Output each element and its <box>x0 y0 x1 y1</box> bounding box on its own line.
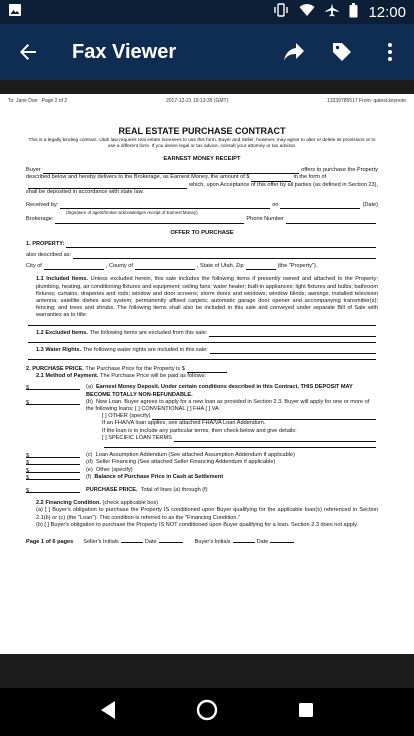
dollar-sign: $ <box>26 460 30 467</box>
status-bar <box>0 0 414 24</box>
back-button[interactable] <box>0 24 56 80</box>
offer-heading: OFFER TO PURCHASE <box>170 229 234 236</box>
earnest-heading: EARNEST MONEY RECEIPT <box>163 156 241 162</box>
airplane-mode-icon <box>325 3 339 21</box>
battery-icon <box>349 3 358 22</box>
label-tag-icon <box>331 41 353 63</box>
app-bar <box>0 24 414 80</box>
share-button[interactable] <box>270 24 318 80</box>
tag-button[interactable] <box>318 24 366 80</box>
nav-home-button[interactable] <box>196 699 218 726</box>
square-recents-icon <box>297 701 315 719</box>
dollar-sign: $ <box>26 487 30 494</box>
document-title: REAL ESTATE PURCHASE CONTRACT <box>118 126 286 136</box>
nav-recents-button[interactable] <box>297 701 315 724</box>
vibrate-icon <box>273 3 289 21</box>
wifi-icon <box>299 3 315 21</box>
more-vert-icon <box>387 42 393 62</box>
fax-page[interactable] <box>0 94 414 654</box>
dollar-sign: $ <box>26 385 30 392</box>
triangle-back-icon <box>99 700 117 720</box>
fax-viewer-area[interactable] <box>0 80 414 688</box>
document-footer: Page 1 of 6 pages Seller's Initials Date Buyer's Initials Date <box>26 537 378 546</box>
system-nav-bar <box>0 688 414 736</box>
dollar-sign: $ <box>26 467 30 474</box>
contract-document: REAL ESTATE PURCHASE CONTRACT This is a legally binding contract. Utah law requires real estate licensees to use this form. Buyer and Seller, however, may agree to alter or delete its provisions or to use a different form. If you desire legal or tax advice, consult your attorney or tax advisor. EARNEST MONEY RECEIPT Buyer offers to purchase the Property described below and hereby delivers to the Brokerage, as Earnest Money, the amount of $ in the form of which, upon Acceptance of this offer by all parties (as defined in Section 23), shall be deposited in accordance with state law. Received by: on (Date) (Signature of agent/broker acknowledges receipt of Earnest Money) Brokerage: Phone Number OFFER TO PURCHASE 1. PROPERTY: also described as: City of , County of , State of Utah, Zip (the "Property"). 1.1 Included Items. Unless excluded herein, this sale includes the following items if presently owned and attached to the Property: plumbing, heating, air conditioning fixtures and equipment; ceiling fans; water heater; built-in appliances; light fixtures and bulbs; bathroom fixtures; curtains, draperies and rods; window and door screens; storm doors and windows; window blinds; awnings; installed television antenna; satellite dishes and system; permanently affixed carpets; automatic garage door opener and accompanying transmitter(s); fencing; and trees and shrubs. The following items shall also be included in this sale and conveyed under separate Bill of Sale with warranties as to title: 1.2 Excluded Items. The following items are excluded from this sale: 1.3 Water Rights. The following water rights are included in this sale: 2. PURCHASE PRICE. The Purchase Price for the Property is $ 2.1 Method of Payment. The Purchase Price will be paid as follows: $ (a) Earnest Money Deposit. Under certain conditions described in this Contract, THIS DEPOSIT MAY BECOME TOTALLY NON-REFUNDABLE. $ (b) New Loan. Buyer agrees to apply for a new loan as provided in Section 2.3. Buyer will apply for one or more of the following loans: [ ] CONVENTIONAL [ ] FHA [ ] VA [ ] OTHER (specify) If an FHA/VA loan applies, see attached FHA/VA Loan Addendum. If the loan is to include any particular terms, then check below and give details: [ ] SPECIFIC LOAN TERMS $ (c) Loan Assumption Addendum (See attached Assumption Addendum if applicable) $ (d) Seller Financing (See attached Seller Financing Addendum if applicable) $ (e) Other (specify) $ (f) Balance of Purchase Price in Cash at Settlement $ PURCHASE PRICE. Total of lines (a) through (f) 2.2 Financing Condition. (check applicable box) (a) [ ] Buyer's obligation to purchase the Property IS conditioned upon Buyer qualifying for the applicable loan(s) referenced in Section 2.1(b) or (c) (the "Loan"). This condition is referred to as the "Financing Condition." (b) [ ] Buyer's obligation to purchase the Property IS NOT conditioned upon Buyer qualifying for a loan. Section 2.3 does not apply. Page 1 of 6 pages Seller's Initials Date Buyer's Initials Date <box>26 126 378 545</box>
circle-home-icon <box>196 699 218 721</box>
fax-header: To: Jane Doe Page 2 of 2 2017-12-21 19:13:35 (GMT) 13239785517 From: qatest.keynote <box>8 98 406 104</box>
image-notification-icon <box>8 3 22 22</box>
document-intro: This is a legally binding contract. Utah law requires real estate licensees to use this form. Buyer and Seller, however, may agree to alter or delete its provisions or to use a different form. If you desire legal or tax advice, consult your attorney or tax advisor. <box>28 138 376 149</box>
more-options-button[interactable] <box>366 24 414 80</box>
dollar-sign: $ <box>26 453 30 460</box>
dollar-sign: $ <box>26 399 30 406</box>
arrow-back-icon <box>18 42 38 62</box>
status-time: 12:00 <box>368 3 406 21</box>
dollar-sign: $ <box>26 474 30 481</box>
app-title: Fax Viewer <box>72 40 177 63</box>
nav-back-button[interactable] <box>99 700 117 725</box>
forward-share-icon <box>283 42 305 62</box>
